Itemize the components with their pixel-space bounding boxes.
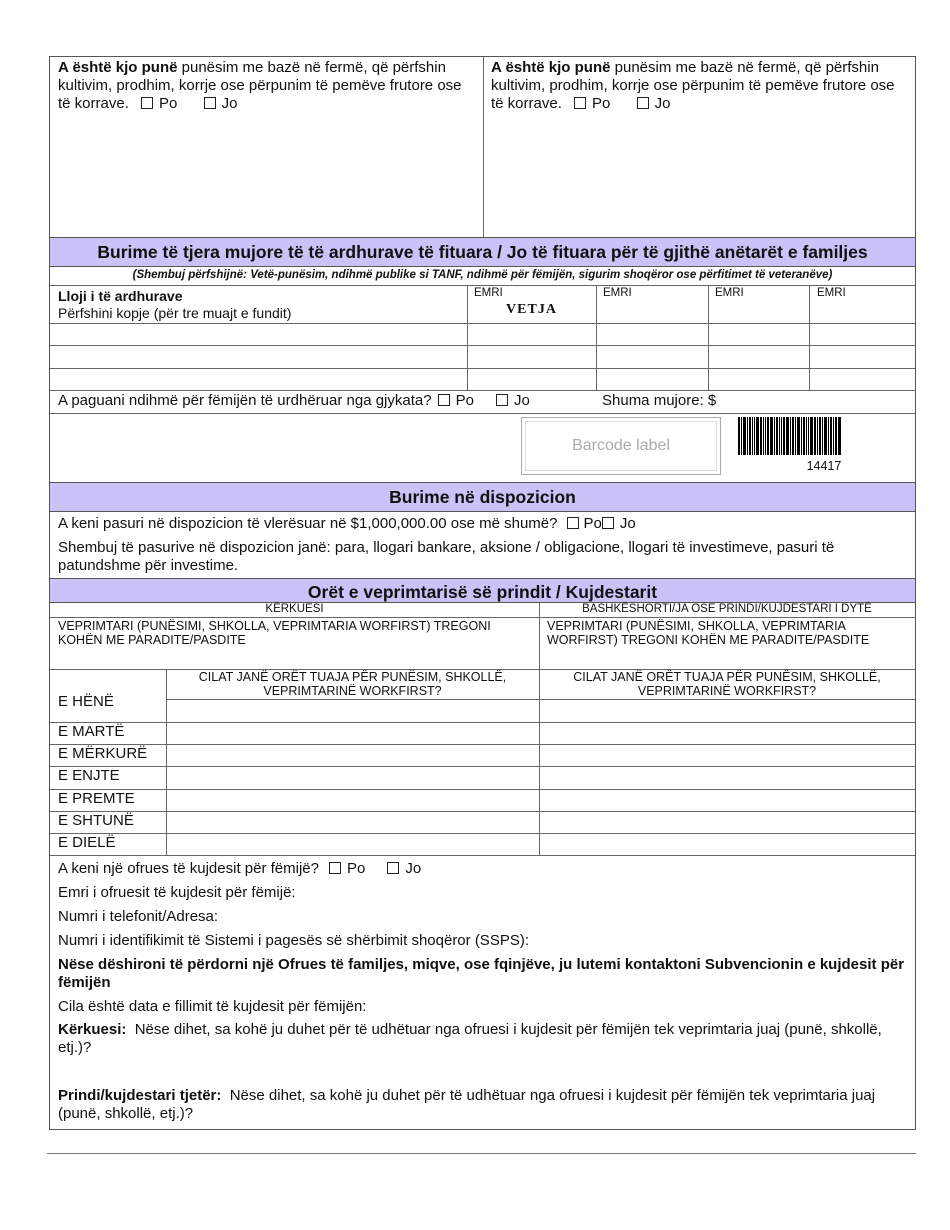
divider (50, 855, 915, 856)
barcode-number: 14417 (806, 459, 842, 473)
provider-yes-checkbox[interactable] (329, 862, 341, 874)
divider (596, 285, 597, 390)
phone-label: Numri i telefonit/Adresa: (58, 908, 219, 925)
hours-question-applicant: CILAT JANË ORËT TUAJA PËR PUNËSIM, SHKOLLË, VEPRIMTARINË WORKFIRST? (198, 670, 507, 698)
applicant-header: KËRKUESI (265, 603, 324, 615)
provider-no-checkbox[interactable] (387, 862, 399, 874)
day-label: E DIELË (58, 834, 116, 851)
divider (50, 285, 915, 286)
divider (50, 368, 915, 369)
divider (539, 603, 540, 856)
self-label: VETJA (506, 302, 557, 317)
farm-question-left: A është kjo punë punësim me bazë në fermë, që përfshin kultivim, prodhim, korrje ose përpunim të pemëve frutore ose të korrave. Po Jo (58, 59, 462, 112)
day-label: E ENJTE (58, 767, 120, 784)
income-examples: (Shembuj përfshijnë: Vetë-punësim, ndihmë publike si TANF, ndihmë për fëmijën, sigurim shoqëror ose përfitimet të veteranëve) (132, 269, 833, 281)
divider (50, 833, 915, 834)
income-type-label: Lloji i të ardhurave (58, 288, 183, 304)
divider (50, 413, 915, 414)
income-type-sub: Përfshini kopje (për tre muajt e fundit) (58, 305, 292, 321)
assets-question: A keni pasuri në dispozicion të vlerësuar në $1,000,000.00 ose më shumë? Po Jo (58, 515, 636, 532)
farm-no-checkbox-left[interactable] (204, 97, 216, 109)
day-label: E PREMTE (58, 790, 135, 807)
provider-name-label: Emri i ofruesit të kujdesit për fëmijë: (58, 884, 296, 901)
farm-question-right: A është kjo punë punësim me bazë në fermë, që përfshin kultivim, prodhim, korrje ose përpunim të pemëve frutore ose të korrave. Po Jo (491, 59, 895, 112)
divider (166, 699, 915, 700)
divider (50, 617, 915, 618)
name-header-4: EMRI (817, 287, 846, 299)
name-header-1: EMRI (474, 287, 503, 299)
divider (50, 390, 915, 391)
child-support-question: A paguani ndihmë për fëmijën të urdhëruar nga gjykata? Po Jo (58, 392, 530, 409)
income-heading: Burime të tjera mujore të të ardhurave të fituara / Jo të fituara për të gjithë anëtarët e familjes (50, 237, 915, 267)
divider (50, 789, 915, 790)
farm-yes-checkbox-right[interactable] (574, 97, 586, 109)
activity-desc-spouse: VEPRIMTARI (PUNËSIMI, SHKOLLA, VEPRIMTARIA WORFIRST) TREGONI KOHËN ME PARADITE/PASDITE (547, 619, 870, 647)
provider-question: A keni një ofrues të kujdesit për fëmijë? Po Jo (58, 860, 422, 877)
divider (50, 722, 915, 723)
spouse-header: BASHKËSHORTI/JA OSE PRINDI/KUJDESTARI I DYTË (582, 603, 872, 615)
support-yes-checkbox[interactable] (438, 394, 450, 406)
barcode-label-box: Barcode label (521, 417, 721, 475)
family-provider-note: Nëse dëshironi të përdorni një Ofrues të familjes, miqve, ose fqinjëve, ju lutemi kontaktoni Subvencionin e kujdesit për fëmijën (58, 956, 905, 991)
divider (467, 285, 468, 390)
support-no-checkbox[interactable] (496, 394, 508, 406)
divider (809, 285, 810, 390)
assets-yes-checkbox[interactable] (567, 517, 579, 529)
name-header-3: EMRI (715, 287, 744, 299)
divider (708, 285, 709, 390)
divider (483, 57, 484, 237)
farm-no-checkbox-right[interactable] (637, 97, 649, 109)
monthly-sum: Shuma mujore: $ (602, 392, 717, 409)
name-header-2: EMRI (603, 287, 632, 299)
start-date-label: Cila është data e fillimit të kujdesit për fëmijën: (58, 998, 367, 1015)
footer-rule (47, 1153, 916, 1154)
day-label: E HËNË (58, 693, 114, 710)
divider (50, 766, 915, 767)
divider (50, 345, 915, 346)
assets-examples: Shembuj të pasurive në dispozicion janë: para, llogari bankare, aksione / obligacione, llogari të investimeve, pasuri të patundshme për investime. (58, 539, 835, 574)
assets-no-checkbox[interactable] (602, 517, 614, 529)
divider (50, 744, 915, 745)
form-page (49, 56, 916, 1130)
applicant-travel-question: Kërkuesi: Nëse dihet, sa kohë ju duhet për të udhëtuar nga ofruesi i kujdesit për fëmijën tek veprimtaria juaj (punë, shkollë, etj.)? (58, 1021, 882, 1056)
farm-yes-checkbox-left[interactable] (141, 97, 153, 109)
day-label: E MËRKURË (58, 745, 148, 762)
day-label: E SHTUNË (58, 812, 134, 829)
assets-heading: Burime në dispozicion (50, 482, 915, 512)
divider (50, 811, 915, 812)
hours-question-spouse: CILAT JANË ORËT TUAJA PËR PUNËSIM, SHKOLLË, VEPRIMTARINË WORKFIRST? (573, 670, 881, 698)
day-label: E MARTË (58, 723, 125, 740)
other-travel-question: Prindi/kujdestari tjetër: Nëse dihet, sa kohë ju duhet për të udhëtuar nga ofruesi i kujdesit për fëmijën tek veprimtaria juaj (punë, shkollë, etj.)? (58, 1087, 876, 1122)
activity-desc-applicant: VEPRIMTARI (PUNËSIMI, SHKOLLA, VEPRIMTARIA WORFIRST) TREGONI KOHËN ME PARADITE/PASDITE (58, 619, 491, 647)
divider (50, 323, 915, 324)
ssps-label: Numri i identifikimit të Sistemi i pagesës së shërbimit shoqëror (SSPS): (58, 932, 529, 949)
hours-heading: Orët e veprimtarisë së prindit / Kujdestarit (50, 578, 915, 603)
